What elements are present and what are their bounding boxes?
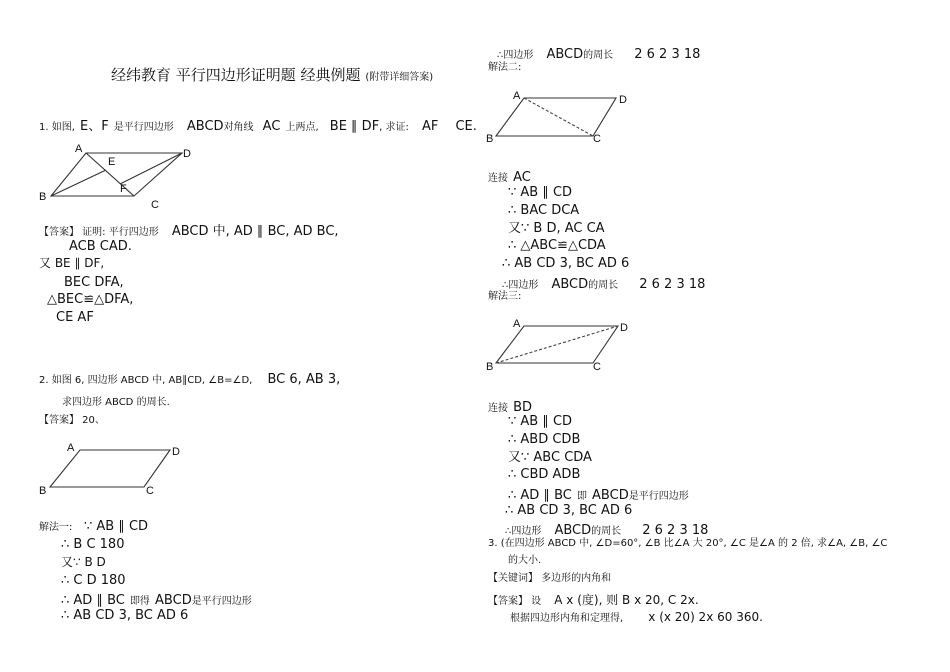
q1-text: 上两点, [285,122,319,133]
q3-answer-line1 [488,591,699,607]
perimeter-text: ∴四边形 [497,50,534,61]
title-main: 经纬教育 平行四边形证明题 经典例题 [111,66,361,84]
sol2-line3: 又∵ B D, AC CA [508,221,605,236]
perimeter-math: ABCD [546,47,584,62]
sol3-diagonal-bd [496,326,618,363]
q3-answer-math: A x (度), 则 B x 20, C 2x. [554,593,699,607]
right-perimeter-line [497,45,700,61]
sol3-text: 即 [576,491,587,502]
figure-sol3-parallelogram [486,318,636,378]
page-title [111,68,433,83]
sol2-value: 2 6 2 3 18 [639,277,706,292]
q1-segment-df [120,153,182,184]
sol1-header: 解法一: [39,522,73,533]
q2-math: BC 6, AB 3, [267,372,341,387]
sol2-parallelogram-outline [496,98,616,136]
sol1-header-math: ∵ AB ∥ CD [84,519,149,534]
sol1-line5: ∴ AB CD 3, BC AD 6 [61,608,189,623]
sol2-label-b: B [486,133,494,145]
sol2-connect [488,168,531,184]
title-note: (附带详细答案) [365,72,434,83]
sol3-line3: 又∵ ABC CDA [508,450,592,465]
sol3-line7 [505,521,708,537]
figure-sol2-parallelogram [486,88,636,148]
sol2-diagonal-ac [524,98,593,136]
sol2-text: 的周长 [588,280,619,291]
sol3-title: 解法三: [488,291,522,302]
q3-line2: 的大小. [508,555,542,566]
sol3-text: ∴四边形 [505,526,542,537]
sol2-title: 解法二: [488,62,522,73]
q1-answer-line4: BEC DFA, [64,275,124,290]
sol3-value: 2 6 2 3 18 [642,523,709,538]
sol1-line3: ∴ C D 180 [61,573,126,588]
q1-answer-line3: 又 BE ∥ DF, [39,256,105,270]
q1-label-c: C [151,199,159,211]
sol1-line4 [61,591,252,607]
sol2-line4: ∴ △ABC≌△CDA [508,238,606,253]
q2-parallelogram-outline [50,450,170,487]
q1-points: E、F [80,119,109,134]
sol3-math: ∴ AD ∥ BC [508,488,572,503]
sol2-label-d: D [619,94,627,106]
figure-q2-parallelogram [38,440,188,500]
sol2-text: 连接 [488,173,508,184]
answer-math: ABCD 中, AD ∥ BC, AD BC, [171,224,339,239]
sol3-text: 的周长 [591,526,622,537]
question-1 [39,117,477,133]
figure-q1-parallelogram [38,140,198,212]
q1-ac: AC [262,119,281,134]
sol2-text: ∴四边形 [502,280,539,291]
q2-text: 2. 如图 6, 四边形 ABCD 中, AB∥CD, ∠B=∠D, [39,375,253,386]
q1-label-b: B [39,191,47,203]
q1-condition: BE ∥ DF [329,119,380,134]
sol2-math: AC [513,170,531,185]
answer-tag: 【答案】 证明: 平行四边形 [39,227,159,238]
q1-label-e: E [108,156,116,168]
q1-answer-line1 [39,222,339,238]
sol3-line1: ∵ AB ∥ CD [508,414,573,429]
sol2-label-c: C [593,133,601,145]
sol3-line2: ∴ ABD CDB [508,432,581,447]
q1-abcd: ABCD [186,119,224,134]
q3-line1: 3. (在四边形 ABCD 中, ∠D=60°, ∠B 比∠A 大 20°, ∠C 是∠A 的 2 倍, 求∠A, ∠B, ∠C [488,538,888,549]
sol3-label-b: B [486,361,494,373]
q3-answer-text: 根据四边形内角和定理得, [510,613,624,624]
q1-answer-line6: CE AF [56,310,94,325]
perimeter-value: 2 6 2 3 18 [634,47,701,62]
q1-label-a: A [75,143,83,155]
q1-text: 对角线 [223,122,254,133]
sol3-line4: ∴ CBD ADB [508,467,581,482]
sol1-line1: ∴ B C 180 [61,537,125,552]
sol3-math: ABCD [554,523,592,538]
sol3-text: 连接 [488,403,508,414]
sol2-line6 [502,275,705,291]
perimeter-text: 的周长 [583,50,614,61]
q1-segment-be [51,170,106,196]
sol3-line5 [508,486,689,502]
q2-line2: 求四边形 ABCD 的周长. [62,397,170,408]
sol3-math: ABCD [592,488,629,503]
sol2-line1: ∵ AB ∥ CD [508,185,573,200]
q1-text: 是平行四边形 [113,122,174,133]
q3-answer-line2 [510,608,763,624]
sol1-math: ABCD [155,593,192,608]
sol2-math: ABCD [551,277,589,292]
q3-keyword: 【关键词】 多边形的内角和 [488,573,612,584]
sol1-math: ∴ AD ∥ BC [61,593,125,608]
q1-answer-line5: △BEC≌△DFA, [47,292,134,307]
sol2-line5: ∴ AB CD 3, BC AD 6 [502,256,630,271]
q1-prefix: 1. 如图, [39,122,75,133]
q1-label-f: F [120,183,127,195]
q2-label-a: A [67,442,75,454]
sol3-text: 是平行四边形 [628,491,689,502]
q3-answer-math: x (x 20) 2x 60 360. [648,610,763,624]
q1-af: AF [422,119,439,134]
q1-answer-line2: ACB CAD. [69,239,132,254]
sol1-text: 即得 [129,596,150,607]
sol3-parallelogram-outline [496,326,618,363]
q2-label-b: B [39,485,47,497]
sol1-line2: 又∵ B D [61,555,106,569]
q1-ce: CE. [455,119,477,134]
sol2-label-a: A [513,90,521,102]
sol3-label-a: A [513,318,521,330]
sol2-line2: ∴ BAC DCA [508,203,580,218]
q1-parallelogram-outline [51,153,182,196]
sol3-label-c: C [593,361,601,373]
q2-label-d: D [172,446,180,458]
q2-answer: 【答案】 20、 [39,415,105,426]
q1-label-d: D [183,148,191,160]
sol3-math: BD [513,400,533,415]
question-2 [39,370,340,386]
q3-answer-tag: 【答案】 设 [488,596,542,607]
sol3-connect [488,398,532,414]
q2-label-c: C [146,485,154,497]
q1-text: , 求证: [379,122,409,133]
sol1-text: 是平行四边形 [191,596,252,607]
sol3-label-d: D [620,322,628,334]
sol3-line6: ∴ AB CD 3, BC AD 6 [505,503,633,518]
